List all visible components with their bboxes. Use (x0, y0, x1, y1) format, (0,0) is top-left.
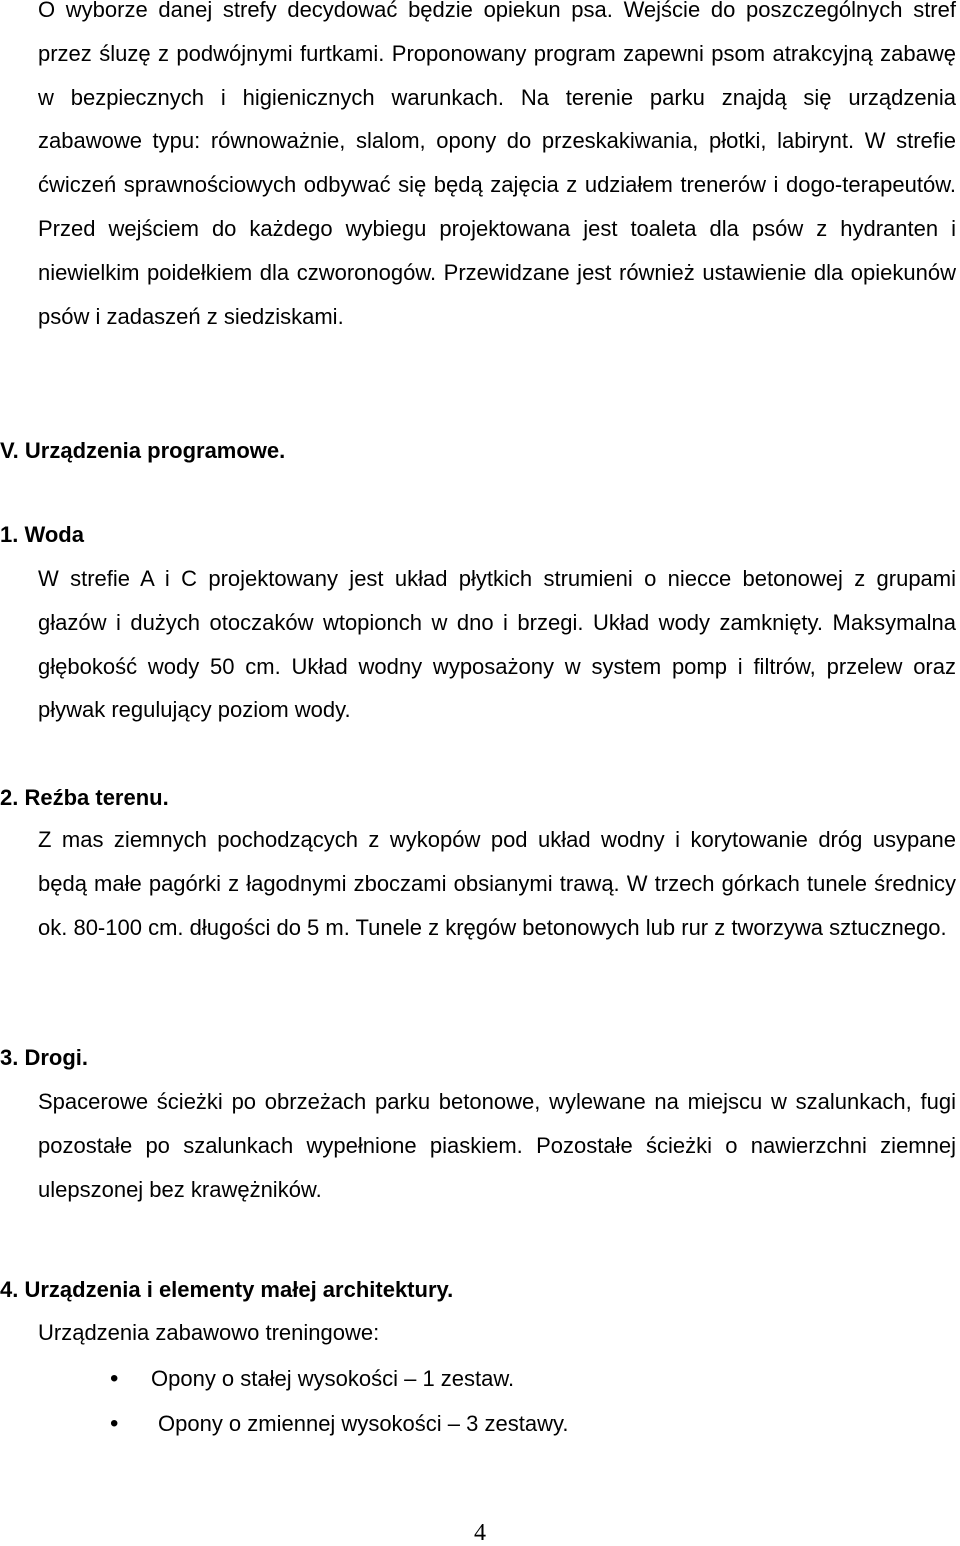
bullet-list (0, 1356, 960, 1446)
page-number: 4 (474, 1520, 486, 1546)
paragraph-woda: W strefie A i C projektowany jest układ płytkich strumieni o niecce betonowej z grupami głazów i dużych otoczaków wtopionch w dno i brzegi. Układ wody zamknięty. Maksymalna głębokość wody 50 cm. Układ wodny wyposażony w system pomp i filtrów, przelew oraz pływak regulujący poziom wody. (38, 566, 956, 723)
heading-urzadzenia: 4. Urządzenia i elementy małej architektury. (0, 1277, 454, 1302)
heading-drogi: 3. Drogi. (0, 1045, 89, 1070)
paragraph-drogi: Spacerowe ścieżki po obrzeżach parku betonowe, wylewane na miejscu w szalunkach, fugi pozostałe po szalunkach wypełnione piaskiem. Pozostałe ścieżki o nawierzchni ziemnej ulepszonej bez krawężników. (38, 1089, 956, 1202)
bullet-icon: • (110, 1410, 119, 1437)
paragraph-intro: O wyborze danej strefy decydować będzie opiekun psa. Wejście do poszczególnych stref przez śluzę z podwójnymi furtkami. Proponowany program zapewni psom atrakcyjną zabawę w bezpiecznych i higienicznych warunkach. Na terenie parku znajdą się urządzenia zabawowe typu: równoważnie, slalom, opony do przeskakiwania, płotki, labirynt. W strefie ćwiczeń sprawnościowych odbywać się będą zajęcia z udziałem trenerów i dogo-terapeutów. Przed wejściem do każdego wybiegu projektowana jest toaleta dla psów z hydranten i niewielkim poidełkiem dla czworonogów. Przewidzane jest również ustawienie dla opiekunów psów i zadaszeń z siedziskami. (38, 0, 956, 329)
list-item (0, 1401, 960, 1446)
bullet-icon: • (110, 1365, 119, 1392)
heading-woda: 1. Woda (0, 522, 84, 547)
heading-rzezba-terenu: 2. Reźba terenu. (0, 785, 169, 810)
list-item-text: Opony o zmiennej wysokości – 3 zestawy. (158, 1411, 569, 1436)
list-item-text: Opony o stałej wysokości – 1 zestaw. (151, 1366, 515, 1391)
urzadzenia-intro: Urządzenia zabawowo treningowe: (38, 1320, 380, 1345)
list-item (0, 1356, 960, 1401)
section-title: V. Urządzenia programowe. (0, 438, 286, 463)
paragraph-rzezba-terenu: Z mas ziemnych pochodzących z wykopów pod układ wodny i korytowanie dróg usypane będą małe pagórki z łagodnymi zboczami obsianymi trawą. W trzech górkach tunele średnicy ok. 80-100 cm. długości do 5 m. Tunele z kręgów betonowych lub rur z tworzywa sztucznego. (38, 827, 956, 940)
